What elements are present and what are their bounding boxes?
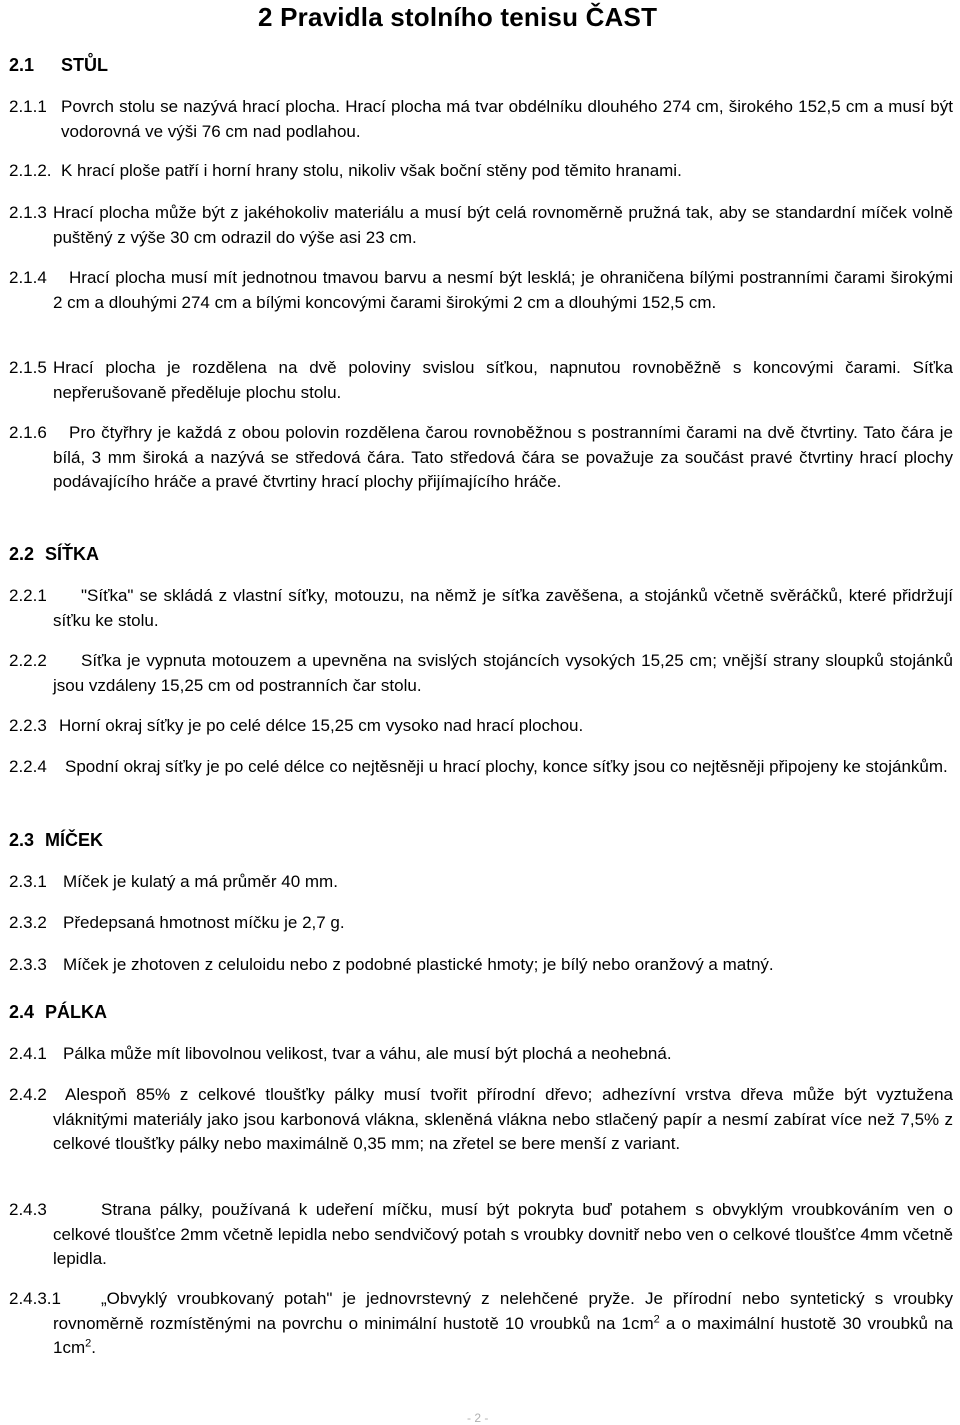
paragraph-number: 2.3.2	[9, 913, 47, 932]
paragraph-text: Alespoň 85% z celkové tloušťky pálky musí tvořit přírodní dřevo; adhezívní vrstva dřeva může být vyztužena vláknitými materiály jako jsou karbonová vlákna, skleněná vlákna nebo stlačený papír a nesmí zabírat více než 7,5% z celkové tloušťky pálky nebo maximálně 0,35 mm; na zřetel se bere menší z variant.	[53, 1085, 953, 1153]
section-heading-stul	[9, 55, 108, 76]
paragraph-number: 2.2.1	[9, 586, 47, 605]
paragraph-number: 2.4.3	[9, 1200, 47, 1219]
paragraph-text-part: a o maximální hustotě 30 vroubků na 1cm	[53, 1313, 953, 1357]
paragraph-text: Horní okraj síťky je po celé délce 15,25 cm vysoko nad hrací plochou.	[59, 716, 584, 735]
paragraph-2-2-2	[9, 649, 953, 698]
paragraph-text: Strana pálky, používaná k udeření míčku, musí být pokryta buď potahem s obvyklým vroubkováním ven o celkové tloušťce 2mm včetně lepidla nebo sendvičový potah s vroubky dovnitř nebo ven o celkové tloušťce 4mm včetně lepidla.	[53, 1200, 953, 1268]
page-title: 2 Pravidla stolního tenisu ČAST	[258, 2, 658, 32]
paragraph-text-part: .	[91, 1338, 96, 1357]
paragraph-number: 2.1.1	[9, 97, 47, 116]
paragraph-number: 2.2.3	[9, 716, 47, 735]
section-name: PÁLKA	[45, 1002, 107, 1022]
paragraph-text: Míček je zhotoven z celuloidu nebo z podobné plastické hmoty; je bílý nebo oranžový a matný.	[63, 955, 774, 974]
paragraph-number: 2.1.5	[9, 358, 47, 377]
section-number: 2.3	[9, 830, 35, 850]
paragraph-number: 2.1.6	[9, 423, 47, 442]
paragraph-text: Hrací plocha musí mít jednotnou tmavou barvu a nesmí být lesklá; je ohraničena bílými postranními čarami širokými 2 cm a dlouhými 274 cm a bílými koncovými čarami širokými 2 cm a dlouhými 152,5 cm.	[53, 268, 953, 312]
paragraph-text: Míček je kulatý a má průměr 40 mm.	[63, 872, 338, 891]
paragraph-2-3-2	[9, 911, 953, 936]
paragraph-2-2-1	[9, 584, 953, 633]
paragraph-2-1-2	[9, 159, 953, 184]
paragraph-text: Síťka je vypnuta motouzem a upevněna na svislých stojáncích vysokých 15,25 cm; vnější strany sloupků stojánků jsou vzdáleny 15,25 cm od postranních čar stolu.	[53, 651, 953, 695]
paragraph-text	[53, 1287, 953, 1361]
paragraph-text: Spodní okraj síťky je po celé délce co nejtěsněji u hrací plochy, konce síťky jsou co nejtěsněji připojeny ke stojánkům.	[65, 757, 948, 776]
paragraph-number: 2.3.1	[9, 872, 47, 891]
paragraph-text: K hrací ploše patří i horní hrany stolu, nikoliv však boční stěny pod těmito hranami.	[61, 161, 682, 180]
paragraph-2-1-1	[9, 95, 953, 144]
section-number: 2.1	[9, 55, 35, 75]
paragraph-2-1-3	[9, 201, 953, 250]
paragraph-2-4-3	[9, 1198, 953, 1272]
superscript: 2	[653, 1312, 660, 1325]
section-name: STŮL	[61, 55, 108, 75]
paragraph-number: 2.2.4	[9, 757, 47, 776]
paragraph-2-4-1	[9, 1042, 953, 1067]
section-heading-micek	[9, 830, 103, 851]
paragraph-2-4-3-1	[9, 1287, 953, 1361]
paragraph-2-1-6	[9, 421, 953, 495]
paragraph-2-2-4	[9, 755, 953, 780]
paragraph-number: 2.4.2	[9, 1085, 47, 1104]
paragraph-number: 2.4.1	[9, 1044, 47, 1063]
page-number: - 2 -	[467, 1411, 489, 1425]
paragraph-text: Předepsaná hmotnost míčku je 2,7 g.	[63, 913, 345, 932]
paragraph-text: Hrací plocha může být z jakéhokoliv materiálu a musí být celá rovnoměrně pružná tak, aby se standardní míček volně puštěný z výše 30 cm odrazil do výše asi 23 cm.	[53, 203, 953, 247]
paragraph-text: Povrch stolu se nazývá hrací plocha. Hrací plocha má tvar obdélníku dlouhého 274 cm, širokého 152,5 cm a musí být vodorovná ve výši 76 cm nad podlahou.	[61, 97, 953, 141]
paragraph-2-3-3	[9, 953, 953, 978]
paragraph-2-3-1	[9, 870, 953, 895]
paragraph-text: Pro čtyřhry je každá z obou polovin rozdělena čarou rovnoběžnou s postranními čarami na dvě čtvrtiny. Tato čára je bílá, 3 mm široká a nazývá se středová čára. Tato středová čára se považuje za součást pravé čtvrtiny hrací plochy podávajícího hráče a pravé čtvrtiny hrací plochy přijímajícího hráče.	[53, 423, 953, 491]
paragraph-2-1-5	[9, 356, 953, 405]
paragraph-text: Pálka může mít libovolnou velikost, tvar a váhu, ale musí být plochá a neohebná.	[63, 1044, 672, 1063]
paragraph-2-4-2	[9, 1083, 953, 1157]
paragraph-number: 2.1.3	[9, 203, 47, 222]
section-heading-sitka	[9, 544, 99, 565]
paragraph-2-1-4	[9, 266, 953, 315]
paragraph-number: 2.1.2.	[9, 161, 52, 180]
section-number: 2.4	[9, 1002, 35, 1022]
paragraph-text-part: „Obvyklý vroubkovaný potah" je jednovrstevný z nelehčené pryže. Je přírodní nebo syntetický s vroubky rovnoměrně rozmístěnými na povrchu o minimální hustotě 10 vroubků na 1cm	[53, 1289, 953, 1333]
section-number: 2.2	[9, 544, 35, 564]
section-name: MÍČEK	[45, 830, 103, 850]
superscript: 2	[85, 1337, 92, 1350]
paragraph-text: "Síťka" se skládá z vlastní síťky, motouzu, na němž je síťka zavěšena, a stojánků včetně svěráčků, které přidržují síťku ke stolu.	[53, 586, 953, 630]
section-heading-palka	[9, 1002, 107, 1023]
paragraph-number: 2.1.4	[9, 268, 47, 287]
paragraph-number: 2.4.3.1	[9, 1289, 61, 1308]
paragraph-number: 2.3.3	[9, 955, 47, 974]
paragraph-2-2-3	[9, 714, 953, 739]
section-name: SÍŤKA	[45, 544, 99, 564]
paragraph-text: Hrací plocha je rozdělena na dvě poloviny svislou síťkou, napnutou rovnoběžně s koncovými čarami. Síťka nepřerušovaně předěluje plochu stolu.	[53, 358, 953, 402]
paragraph-number: 2.2.2	[9, 651, 47, 670]
